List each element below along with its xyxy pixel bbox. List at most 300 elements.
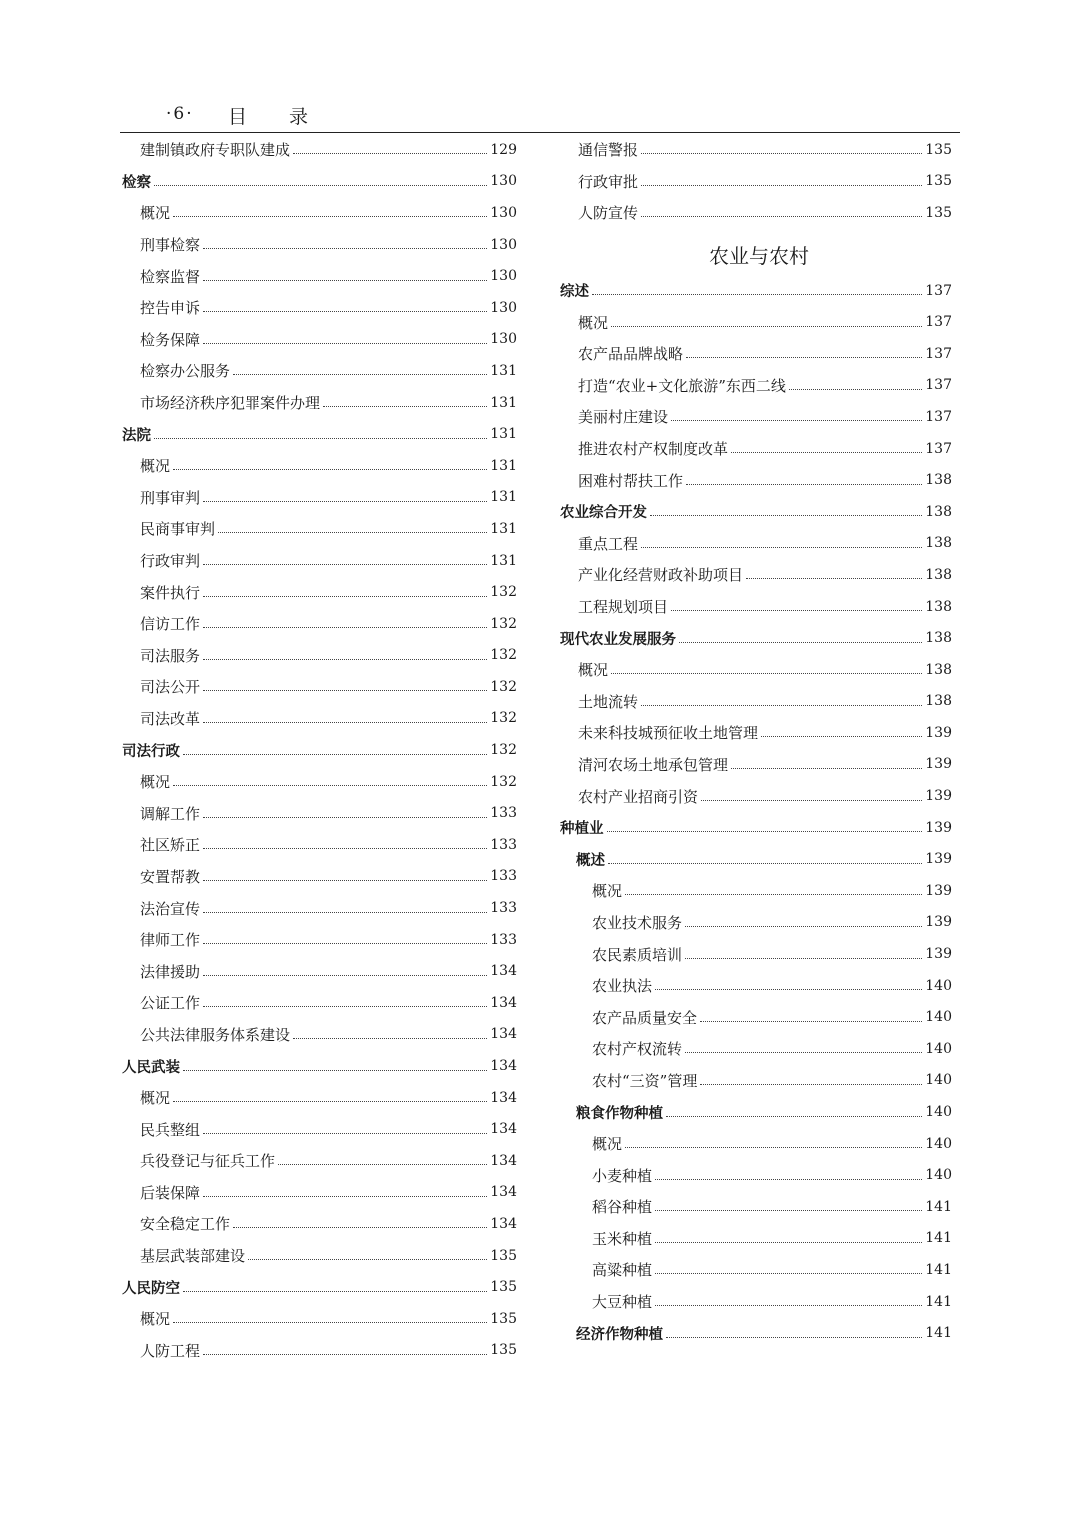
dot-leader [650, 515, 922, 516]
toc-entry[interactable] [560, 622, 952, 654]
dot-leader [203, 943, 487, 944]
toc-entry-title: 概况 [140, 457, 171, 476]
dot-leader [203, 1354, 487, 1355]
toc-entry[interactable] [122, 1271, 517, 1303]
toc-entry-page: 130 [490, 173, 517, 190]
toc-entry-page: 141 [925, 1293, 952, 1310]
toc-left-column [122, 134, 517, 1366]
toc-entry[interactable] [560, 1159, 952, 1191]
toc-entry-page: 135 [925, 173, 952, 190]
dot-leader [203, 880, 487, 881]
toc-entry[interactable] [122, 987, 517, 1019]
dot-leader [746, 578, 922, 579]
toc-entry[interactable] [560, 1286, 952, 1318]
section-heading: 农业与农村 [709, 243, 809, 268]
toc-entry-page: 130 [490, 331, 517, 348]
toc-entry-title: 概况 [140, 204, 171, 223]
toc-entry[interactable] [560, 464, 952, 496]
toc-entry-title: 概况 [592, 1135, 623, 1154]
toc-entry-page: 135 [490, 1310, 517, 1327]
toc-entry-title: 概述 [576, 852, 605, 869]
dot-leader [685, 926, 922, 927]
toc-entry-title: 困难村帮扶工作 [578, 471, 684, 490]
toc-entry[interactable] [122, 924, 517, 956]
toc-entry-title: 民商事审判 [140, 520, 216, 539]
dot-leader [154, 438, 487, 439]
toc-entry-page: 137 [925, 408, 952, 425]
toc-entry-page: 137 [925, 440, 952, 457]
toc-entry[interactable] [560, 559, 952, 591]
toc-entry-page: 138 [925, 503, 952, 520]
toc-entry-title: 法院 [122, 427, 151, 444]
toc-entry-page: 134 [490, 994, 517, 1011]
toc-entry-title: 建制镇政府专职队建成 [140, 141, 291, 160]
dot-leader [625, 894, 922, 895]
toc-entry-title: 未来科技城预征收土地管理 [578, 724, 759, 743]
toc-entry-title: 经济作物种植 [576, 1326, 663, 1343]
dot-leader [611, 673, 922, 674]
dot-leader [641, 185, 922, 186]
toc-entry[interactable] [122, 766, 517, 798]
toc-entry-title: 民兵整组 [140, 1120, 201, 1139]
dot-leader [203, 1133, 487, 1134]
toc-entry-title: 综述 [560, 284, 589, 301]
toc-entry-page: 130 [490, 236, 517, 253]
toc-entry-page: 132 [490, 615, 517, 632]
toc-entry-title: 产业化经营财政补助项目 [578, 566, 744, 585]
toc-entry[interactable] [560, 780, 952, 812]
toc-entry-page: 139 [925, 851, 952, 868]
toc-entry-page: 139 [925, 819, 952, 836]
toc-entry-title: 司法服务 [140, 646, 201, 665]
toc-entry-title: 工程规划项目 [578, 598, 669, 617]
toc-entry-title: 农民素质培训 [592, 945, 683, 964]
toc-entry-title: 检察 [122, 174, 151, 191]
toc-entry[interactable] [560, 528, 952, 560]
toc-entry[interactable] [560, 686, 952, 718]
dot-leader [173, 469, 487, 470]
toc-entry-title: 概况 [578, 661, 609, 680]
toc-entry[interactable] [122, 1303, 517, 1335]
toc-entry[interactable] [122, 134, 517, 166]
toc-entry-page: 137 [925, 345, 952, 362]
dot-leader [655, 1273, 922, 1274]
toc-entry-title: 基层武装部建设 [140, 1247, 246, 1266]
dot-leader [183, 1291, 487, 1292]
dot-leader [608, 863, 922, 864]
dot-leader [592, 294, 922, 295]
toc-entry-page: 137 [925, 282, 952, 299]
toc-entry-title: 刑事检察 [140, 236, 201, 255]
toc-entry[interactable] [560, 166, 952, 198]
toc-entry-page: 134 [490, 1184, 517, 1201]
toc-entry[interactable] [122, 260, 517, 292]
toc-entry-title: 农业执法 [592, 977, 653, 996]
toc-entry[interactable] [560, 843, 952, 875]
toc-entry[interactable] [122, 892, 517, 924]
toc-entry-title: 概况 [140, 1089, 171, 1108]
dot-leader [203, 501, 487, 502]
dot-leader [641, 153, 922, 154]
toc-entry-title: 律师工作 [140, 931, 201, 950]
toc-entry[interactable] [122, 197, 517, 229]
toc-entry[interactable] [122, 513, 517, 545]
toc-entry-title: 人防工程 [140, 1341, 201, 1360]
toc-entry-page: 134 [490, 1058, 517, 1075]
toc-entry-title: 法律援助 [140, 962, 201, 981]
toc-entry[interactable] [560, 1001, 952, 1033]
toc-entry[interactable] [560, 433, 952, 465]
dot-leader [203, 1196, 487, 1197]
toc-entry-page: 138 [925, 630, 952, 647]
dot-leader [248, 1259, 487, 1260]
toc-entry-page: 140 [925, 1135, 952, 1152]
toc-entry[interactable] [560, 134, 952, 166]
dot-leader [666, 1337, 922, 1338]
toc-entry[interactable] [560, 1191, 952, 1223]
toc-entry-page: 130 [490, 299, 517, 316]
toc-entry-page: 139 [925, 724, 952, 741]
toc-entry[interactable] [122, 608, 517, 640]
toc-entry-page: 131 [490, 520, 517, 537]
toc-entry-page: 133 [490, 900, 517, 917]
dot-leader [173, 1101, 487, 1102]
toc-entry-page: 138 [925, 598, 952, 615]
toc-entry[interactable] [122, 576, 517, 608]
toc-entry[interactable] [122, 292, 517, 324]
toc-entry-title: 检察办公服务 [140, 362, 231, 381]
toc-entry-page: 141 [925, 1325, 952, 1342]
toc-entry[interactable] [122, 229, 517, 261]
toc-entry-title: 刑事审判 [140, 488, 201, 507]
dot-leader [203, 912, 487, 913]
toc-entry-title: 小麦种植 [592, 1166, 653, 1185]
toc-entry[interactable] [560, 875, 952, 907]
dot-leader [655, 1179, 922, 1180]
toc-entry-title: 农业技术服务 [592, 913, 683, 932]
toc-entry-page: 140 [925, 1167, 952, 1184]
page-header [120, 96, 960, 133]
dot-leader [278, 1164, 487, 1165]
dot-leader [173, 216, 487, 217]
toc-entry-title: 概况 [592, 882, 623, 901]
dot-leader [625, 1147, 922, 1148]
toc-entry-title: 农村产权流转 [592, 1040, 683, 1059]
toc-entry-title: 检务保障 [140, 330, 201, 349]
toc-entry-page: 131 [490, 394, 517, 411]
toc-entry[interactable] [560, 591, 952, 623]
toc-entry-title: 兵役登记与征兵工作 [140, 1152, 276, 1171]
toc-entry-page: 138 [925, 535, 952, 552]
toc-entry[interactable] [560, 1223, 952, 1255]
toc-entry-page: 139 [925, 756, 952, 773]
toc-entry-page: 132 [490, 742, 517, 759]
toc-entry-title: 高粱种植 [592, 1261, 653, 1280]
toc-entry[interactable] [560, 1317, 952, 1349]
dot-leader [323, 406, 487, 407]
dot-leader [203, 817, 487, 818]
toc-entry-page: 133 [490, 931, 517, 948]
toc-entry-page: 140 [925, 1072, 952, 1089]
dot-leader [641, 705, 922, 706]
toc-entry-page: 131 [490, 552, 517, 569]
toc-entry-page: 135 [925, 141, 952, 158]
toc-entry-title: 打造“农业+文化旅游”东西二线 [578, 376, 786, 395]
toc-entry[interactable] [560, 496, 952, 528]
toc-entry[interactable] [122, 955, 517, 987]
toc-entry[interactable] [122, 418, 517, 450]
toc-entry-page: 140 [925, 1104, 952, 1121]
dot-leader [701, 800, 922, 801]
dot-leader [203, 848, 487, 849]
dot-leader [731, 768, 922, 769]
toc-entry[interactable] [122, 797, 517, 829]
dot-leader [655, 1242, 922, 1243]
dot-leader [686, 357, 922, 358]
toc-entry[interactable] [122, 640, 517, 672]
toc-entry-page: 135 [925, 204, 952, 221]
dot-leader [685, 1052, 922, 1053]
toc-entry-title: 农业综合开发 [560, 505, 647, 522]
toc-entry-page: 135 [490, 1279, 517, 1296]
toc-entry-title: 调解工作 [140, 804, 201, 823]
toc-entry[interactable] [560, 1128, 952, 1160]
dot-leader [789, 389, 922, 390]
toc-entry[interactable] [560, 370, 952, 402]
toc-entry-page: 140 [925, 1009, 952, 1026]
toc-entry[interactable] [122, 1208, 517, 1240]
dot-leader [655, 1210, 922, 1211]
toc-entry-page: 132 [490, 773, 517, 790]
toc-entry-page: 141 [925, 1230, 952, 1247]
dot-leader [233, 374, 487, 375]
toc-entry-title: 案件执行 [140, 583, 201, 602]
toc-entry[interactable] [560, 970, 952, 1002]
dot-leader [666, 1116, 922, 1117]
toc-entry-title: 推进农村产权制度改革 [578, 440, 729, 459]
toc-entry-title: 粮食作物种植 [576, 1105, 663, 1122]
toc-entry-title: 司法改革 [140, 709, 201, 728]
dot-leader [655, 1305, 922, 1306]
toc-entry-title: 司法公开 [140, 678, 201, 697]
toc-entry[interactable] [560, 907, 952, 939]
toc-entry-page: 139 [925, 914, 952, 931]
toc-entry-title: 玉米种植 [592, 1229, 653, 1248]
toc-entry-page: 130 [490, 268, 517, 285]
toc-entry-title: 土地流转 [578, 692, 639, 711]
dot-leader [641, 547, 922, 548]
toc-entry[interactable] [122, 671, 517, 703]
dot-leader [679, 642, 922, 643]
toc-entry-title: 控告申诉 [140, 299, 201, 318]
toc-entry[interactable] [122, 482, 517, 514]
dot-leader [203, 311, 487, 312]
toc-entry-title: 人防宣传 [578, 204, 639, 223]
toc-entry[interactable] [560, 401, 952, 433]
toc-entry-title: 司法行政 [122, 743, 180, 760]
toc-entry-page: 139 [925, 946, 952, 963]
toc-entry[interactable] [560, 197, 952, 229]
toc-entry-title: 公证工作 [140, 994, 201, 1013]
toc-entry[interactable] [122, 861, 517, 893]
toc-entry-page: 131 [490, 426, 517, 443]
dot-leader [655, 989, 922, 990]
toc-entry-page: 141 [925, 1198, 952, 1215]
toc-entry[interactable] [560, 1033, 952, 1065]
dot-leader [203, 280, 487, 281]
dot-leader [203, 596, 487, 597]
page-number: ·6· [166, 104, 194, 124]
toc-entry-title: 通信警报 [578, 141, 639, 160]
dot-leader [761, 736, 922, 737]
toc-entry[interactable] [560, 1096, 952, 1128]
dot-leader [700, 1084, 922, 1085]
toc-entry-page: 138 [925, 661, 952, 678]
toc-entry[interactable] [122, 355, 517, 387]
toc-entry-title: 安置帮教 [140, 867, 201, 886]
toc-entry[interactable] [122, 1019, 517, 1051]
toc-entry[interactable] [122, 166, 517, 198]
toc-entry-title: 信访工作 [140, 615, 201, 634]
toc-entry-page: 132 [490, 678, 517, 695]
toc-entry-page: 133 [490, 868, 517, 885]
dot-leader [173, 1322, 487, 1323]
toc-entry-title: 大豆种植 [592, 1293, 653, 1312]
toc-entry[interactable] [560, 275, 952, 307]
toc-entry[interactable] [122, 450, 517, 482]
toc-entry-page: 137 [925, 314, 952, 331]
toc-entry-page: 133 [490, 805, 517, 822]
toc-entry-page: 131 [490, 489, 517, 506]
toc-entry-page: 140 [925, 1040, 952, 1057]
toc-entry-title: 后装保障 [140, 1183, 201, 1202]
toc-entry-page: 134 [490, 1089, 517, 1106]
toc-entry-page: 134 [490, 1152, 517, 1169]
toc-entry[interactable] [122, 1050, 517, 1082]
dot-leader [293, 1038, 487, 1039]
dot-leader [685, 958, 922, 959]
dot-leader [671, 610, 922, 611]
toc-entry-title: 种植业 [560, 821, 604, 838]
toc-entry-page: 134 [490, 1121, 517, 1138]
toc-entry[interactable] [560, 654, 952, 686]
toc-entry-page: 140 [925, 977, 952, 994]
toc-entry-page: 133 [490, 836, 517, 853]
toc-entry-title: 农村“三资”管理 [592, 1071, 698, 1090]
dot-leader [203, 722, 487, 723]
toc-entry-title: 市场经济秩序犯罪案件办理 [140, 394, 321, 413]
toc-right-column [560, 134, 952, 1349]
dot-leader [233, 1227, 487, 1228]
dot-leader [203, 659, 487, 660]
toc-entry-title: 人民武装 [122, 1059, 180, 1076]
toc-entry-page: 137 [925, 377, 952, 394]
toc-entry-page: 138 [925, 566, 952, 583]
dot-leader [641, 216, 922, 217]
toc-entry-page: 134 [490, 1026, 517, 1043]
header-title: 目 录 [228, 106, 327, 128]
dot-leader [203, 690, 487, 691]
toc-entry[interactable] [560, 1254, 952, 1286]
dot-leader [183, 754, 487, 755]
dot-leader [203, 627, 487, 628]
toc-entry-title: 行政审判 [140, 552, 201, 571]
toc-entry[interactable] [122, 1082, 517, 1114]
toc-entry[interactable] [122, 1145, 517, 1177]
dot-leader [203, 1006, 487, 1007]
toc-entry-page: 134 [490, 1215, 517, 1232]
toc-entry[interactable] [122, 1177, 517, 1209]
toc-entry[interactable] [122, 829, 517, 861]
dot-leader [218, 532, 487, 533]
toc-entry-title: 农村产业招商引资 [578, 787, 699, 806]
toc-entry-title: 社区矫正 [140, 836, 201, 855]
toc-entry-title: 清河农场土地承包管理 [578, 755, 729, 774]
toc-entry[interactable] [560, 338, 952, 370]
toc-entry-page: 132 [490, 584, 517, 601]
toc-entry-page: 135 [490, 1342, 517, 1359]
dot-leader [154, 185, 487, 186]
toc-entry-page: 132 [490, 647, 517, 664]
toc-entry[interactable] [122, 324, 517, 356]
dot-leader [203, 564, 487, 565]
toc-entry[interactable] [122, 1113, 517, 1145]
toc-entry[interactable] [560, 938, 952, 970]
toc-entry-title: 稻谷种植 [592, 1198, 653, 1217]
dot-leader [611, 326, 922, 327]
toc-entry-page: 138 [925, 472, 952, 489]
toc-entry[interactable] [560, 306, 952, 338]
toc-entry-page: 138 [925, 693, 952, 710]
dot-leader [173, 785, 487, 786]
dot-leader [183, 1070, 487, 1071]
toc-entry-title: 公共法律服务体系建设 [140, 1025, 291, 1044]
toc-entry[interactable] [122, 703, 517, 735]
toc-entry-title: 法治宣传 [140, 899, 201, 918]
toc-entry-page: 139 [925, 882, 952, 899]
toc-entry-title: 人民防空 [122, 1280, 180, 1297]
dot-leader [293, 153, 487, 154]
toc-entry-title: 安全稳定工作 [140, 1215, 231, 1234]
toc-entry[interactable] [122, 387, 517, 419]
toc-entry-title: 概况 [140, 1310, 171, 1329]
toc-entry[interactable] [122, 1335, 517, 1367]
dot-leader [203, 343, 487, 344]
dot-leader [700, 1021, 922, 1022]
toc-entry-page: 129 [490, 141, 517, 158]
dot-leader [203, 248, 487, 249]
dot-leader [203, 975, 487, 976]
toc-entry[interactable] [122, 545, 517, 577]
toc-entry[interactable] [560, 717, 952, 749]
toc-entry-title: 美丽村庄建设 [578, 408, 669, 427]
toc-entry-title: 农产品品牌战略 [578, 345, 684, 364]
toc-entry-title: 行政审批 [578, 172, 639, 191]
toc-entry[interactable] [122, 1240, 517, 1272]
toc-entry[interactable] [122, 734, 517, 766]
toc-entry[interactable] [560, 1065, 952, 1097]
toc-entry-page: 141 [925, 1261, 952, 1278]
toc-entry[interactable] [560, 749, 952, 781]
toc-entry-page: 135 [490, 1247, 517, 1264]
toc-entry-title: 农产品质量安全 [592, 1008, 698, 1027]
toc-entry-page: 131 [490, 457, 517, 474]
dot-leader [607, 831, 923, 832]
toc-entry[interactable] [560, 812, 952, 844]
toc-entry-title: 概况 [140, 773, 171, 792]
toc-entry-title: 检察监督 [140, 267, 201, 286]
toc-entry-title: 概况 [578, 313, 609, 332]
